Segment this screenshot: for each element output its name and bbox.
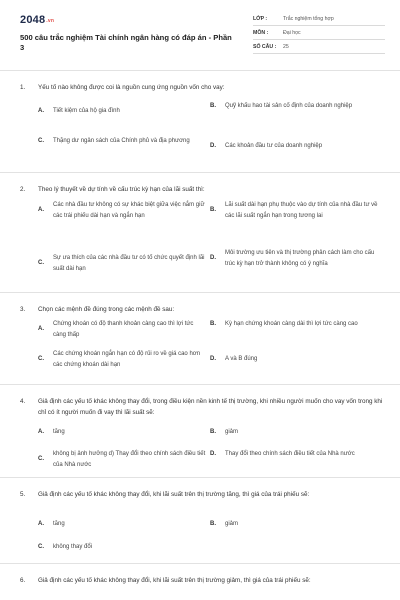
question-stem [20,304,390,315]
meta-count-value: 25 [283,43,289,50]
option-b[interactable] [210,427,370,438]
option-letter: D. [210,143,216,149]
meta-subject-label: MÔN : [253,29,269,36]
question-stem [20,396,390,418]
option-d[interactable] [210,141,380,152]
question-text: Theo lý thuyết về dự tính về cấu trúc kỳ hạn của lãi suất thì: [38,186,205,193]
option-letter: C. [38,138,44,144]
option-a[interactable] [38,427,198,438]
document-title: 500 câu trắc nghiệm Tài chính ngân hàng có đáp án - Phần 3 [20,33,232,52]
meta-table [253,12,385,54]
question-text: Giả định các yếu tố khác không thay đổi, khi lãi suất trên thị trường tăng, thì giá của trái phiếu sẽ: [38,491,310,498]
option-text: Kỳ hạn chứng khoán càng dài thì lợi tức càng cao [225,321,358,327]
site-logo[interactable] [20,14,54,26]
question-stem [20,575,390,586]
question-number: 3. [20,306,26,313]
option-text: không bị ảnh hưởng d) Thay đổi theo chính sách điều tiết của Nhà nước [53,451,206,468]
option-text: Môi trường ưu tiên và thị trường phân cách làm cho cấu trúc kỳ hạn trở thành không có ý nghĩa [225,250,375,267]
meta-class-label: LỚP : [253,15,268,22]
option-text: Các nhà đầu tư không có sự khác biệt giữa việc nắm giữ các trái phiếu dài hạn và ngắn hạn [53,202,205,219]
option-c[interactable] [38,253,208,274]
meta-class-value: Trắc nghiệm tổng hợp [283,15,334,22]
logo-domain: .vn [46,18,55,24]
question-text: Giả định các yếu tố khác không thay đổi, trong điều kiện nền kinh tế thị trường, khi nhiều người muốn cho vay vốn trong khi chỉ có ít người muốn đi vay thì lãi suất sẽ: [38,398,383,416]
question-stem [20,184,390,195]
question-number: 2. [20,186,26,193]
option-letter: C. [38,456,44,463]
header [0,0,400,65]
option-text: giảm [225,521,239,527]
option-b[interactable] [210,200,380,221]
option-letter: B. [210,103,216,109]
divider [0,70,400,71]
option-b[interactable] [210,101,375,112]
option-letter: A. [38,521,44,527]
option-text: Tiết kiệm của hộ gia đình [53,108,120,114]
option-text: Lãi suất dài hạn phụ thuộc vào dự tính của nhà đầu tư về các lãi suất ngắn hạn trong tương lai [225,202,378,219]
divider [0,292,400,293]
option-letter: C. [38,260,44,267]
option-letter: D. [210,451,216,457]
option-d[interactable] [210,354,380,365]
option-text: Quỹ khấu hao tài sản cố định của doanh nghiệp [225,103,353,109]
question-text: Giả định các yếu tố khác không thay đổi, khi lãi suất trên thị trường giảm, thì giá của trái phiếu sẽ: [38,577,311,584]
option-c[interactable] [38,136,208,147]
divider [0,563,400,564]
divider [0,477,400,478]
option-text: không thay đổi [53,544,93,550]
option-letter: D. [210,255,216,262]
meta-count-label: SỐ CÂU : [253,43,277,50]
option-letter: B. [210,521,216,527]
option-text: tăng [53,429,65,435]
option-letter: B. [210,321,216,327]
logo-name: 2048 [20,14,46,26]
option-a[interactable] [38,200,208,221]
option-c[interactable] [38,349,208,370]
option-c[interactable] [38,542,198,553]
meta-row-count [253,40,385,54]
option-text: tăng [53,521,65,527]
option-c[interactable] [38,449,208,470]
option-letter: D. [210,356,216,362]
question-number: 5. [20,491,26,498]
question-stem [20,82,390,93]
option-text: giảm [225,429,239,435]
option-letter: C. [38,356,44,363]
option-a[interactable] [38,519,198,530]
option-text: Chứng khoán có độ thanh khoản càng cao thì lợi tức càng thấp [53,321,194,338]
option-text: Thặng dư ngân sách của Chính phủ và địa phương [53,138,190,144]
option-d[interactable] [210,449,380,460]
question-text: Yếu tố nào không được coi là nguồn cung ứng nguồn vốn cho vay: [38,84,225,91]
option-a[interactable] [38,106,198,117]
option-letter: A. [38,207,44,214]
question-number: 4. [20,398,26,405]
option-text: Thay đổi theo chính sách điều tiết của Nhà nước [225,451,355,457]
option-letter: B. [210,429,216,435]
option-letter: A. [38,108,44,114]
option-b[interactable] [210,319,380,330]
question-text: Chọn các mệnh đề đúng trong các mệnh đề sau: [38,306,175,313]
meta-row-subject [253,26,385,40]
option-b[interactable] [210,519,370,530]
option-text: A và B đúng [225,356,258,362]
option-a[interactable] [38,319,208,340]
divider [0,384,400,385]
option-text: Các khoản đầu tư của doanh nghiệp [225,143,323,149]
option-text: Các chứng khoán ngắn hạn có độ rủi ro về giá cao hơn các chứng khoán dài hạn [53,351,201,368]
option-text: Sự ưa thích của các nhà đầu tư có tố chức quyết định lãi suất dài hạn [53,255,205,272]
divider [0,172,400,173]
meta-subject-value: Đại học [283,29,301,36]
option-letter: A. [38,429,44,435]
question-number: 1. [20,84,26,91]
option-letter: B. [210,207,216,214]
option-letter: A. [38,326,44,333]
option-letter: C. [38,544,44,550]
question-stem [20,489,390,500]
option-d[interactable] [210,248,385,269]
meta-row-class [253,12,385,26]
question-number: 6. [20,577,26,584]
